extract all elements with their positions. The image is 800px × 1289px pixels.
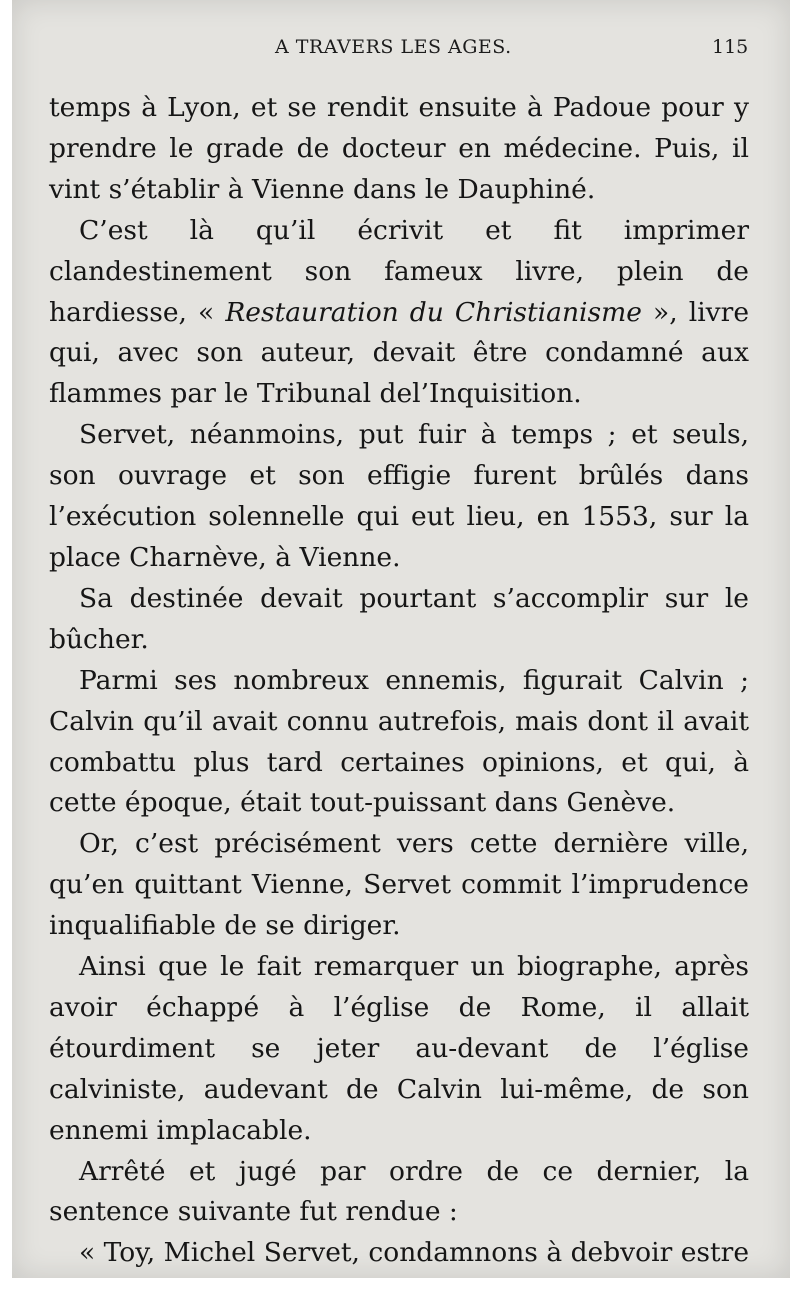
body-text [49,88,749,1274]
paragraph-3: Servet, néanmoins, put fuir à temps ; et seuls, son ouvrage et son effigie furent brûlés dans l’exécution solennelle qui eut lieu, en 1553, sur la place Charnève, à Vienne. [49,419,749,573]
running-head [0,36,800,64]
paragraph-1-continued: temps à Lyon, et se rendit ensuite à Padoue pour y prendre le grade de docteur en médecine. Puis, il vint s’établir à Vienne dans le Dauphiné. [49,92,749,205]
paragraph-8: Arrêté et jugé par ordre de ce dernier, la sentence suivante fut rendue : [49,1155,749,1228]
page-number: 115 [712,36,749,58]
book-title-italic: Restauration du Christianisme [225,296,642,328]
paragraph-2 [49,211,749,416]
paragraph-5: Parmi ses nombreux ennemis, figurait Calvin ; Calvin qu’il avait connu autrefois, mais dont il avait combattu plus tard certaines opinions, et qui, à cette époque, était tout-puissant dans Genève. [49,664,749,819]
paragraph-7: Ainsi que le fait remarquer un biographe, après avoir échappé à l’église de Rome, il allait étourdiment se jeter au-devant de l’église calviniste, audevant de Calvin lui-même, de son ennemi implacable. [49,951,749,1146]
paragraph-2-text-end: », livre qui, avec son auteur, devait être condamné aux flammes par le Tribunal del’Inquisition. [49,296,749,410]
paragraph-2-text-start: C’est là qu’il écrivit et fit imprimer clandestinement son fameux livre, plein de hardiesse, « [49,214,749,328]
paragraph-6: Or, c’est précisément vers cette dernière ville, qu’en quittant Vienne, Servet commit l’imprudence inqualifiable de se diriger. [49,828,749,942]
paragraph-9-quote: « Toy, Michel Servet, condamnons à debvoir estre [79,1237,749,1269]
running-title: A TRAVERS LES AGES. [275,36,512,58]
paragraph-4: Sa destinée devait pourtant s’accomplir sur le bûcher. [49,582,749,655]
